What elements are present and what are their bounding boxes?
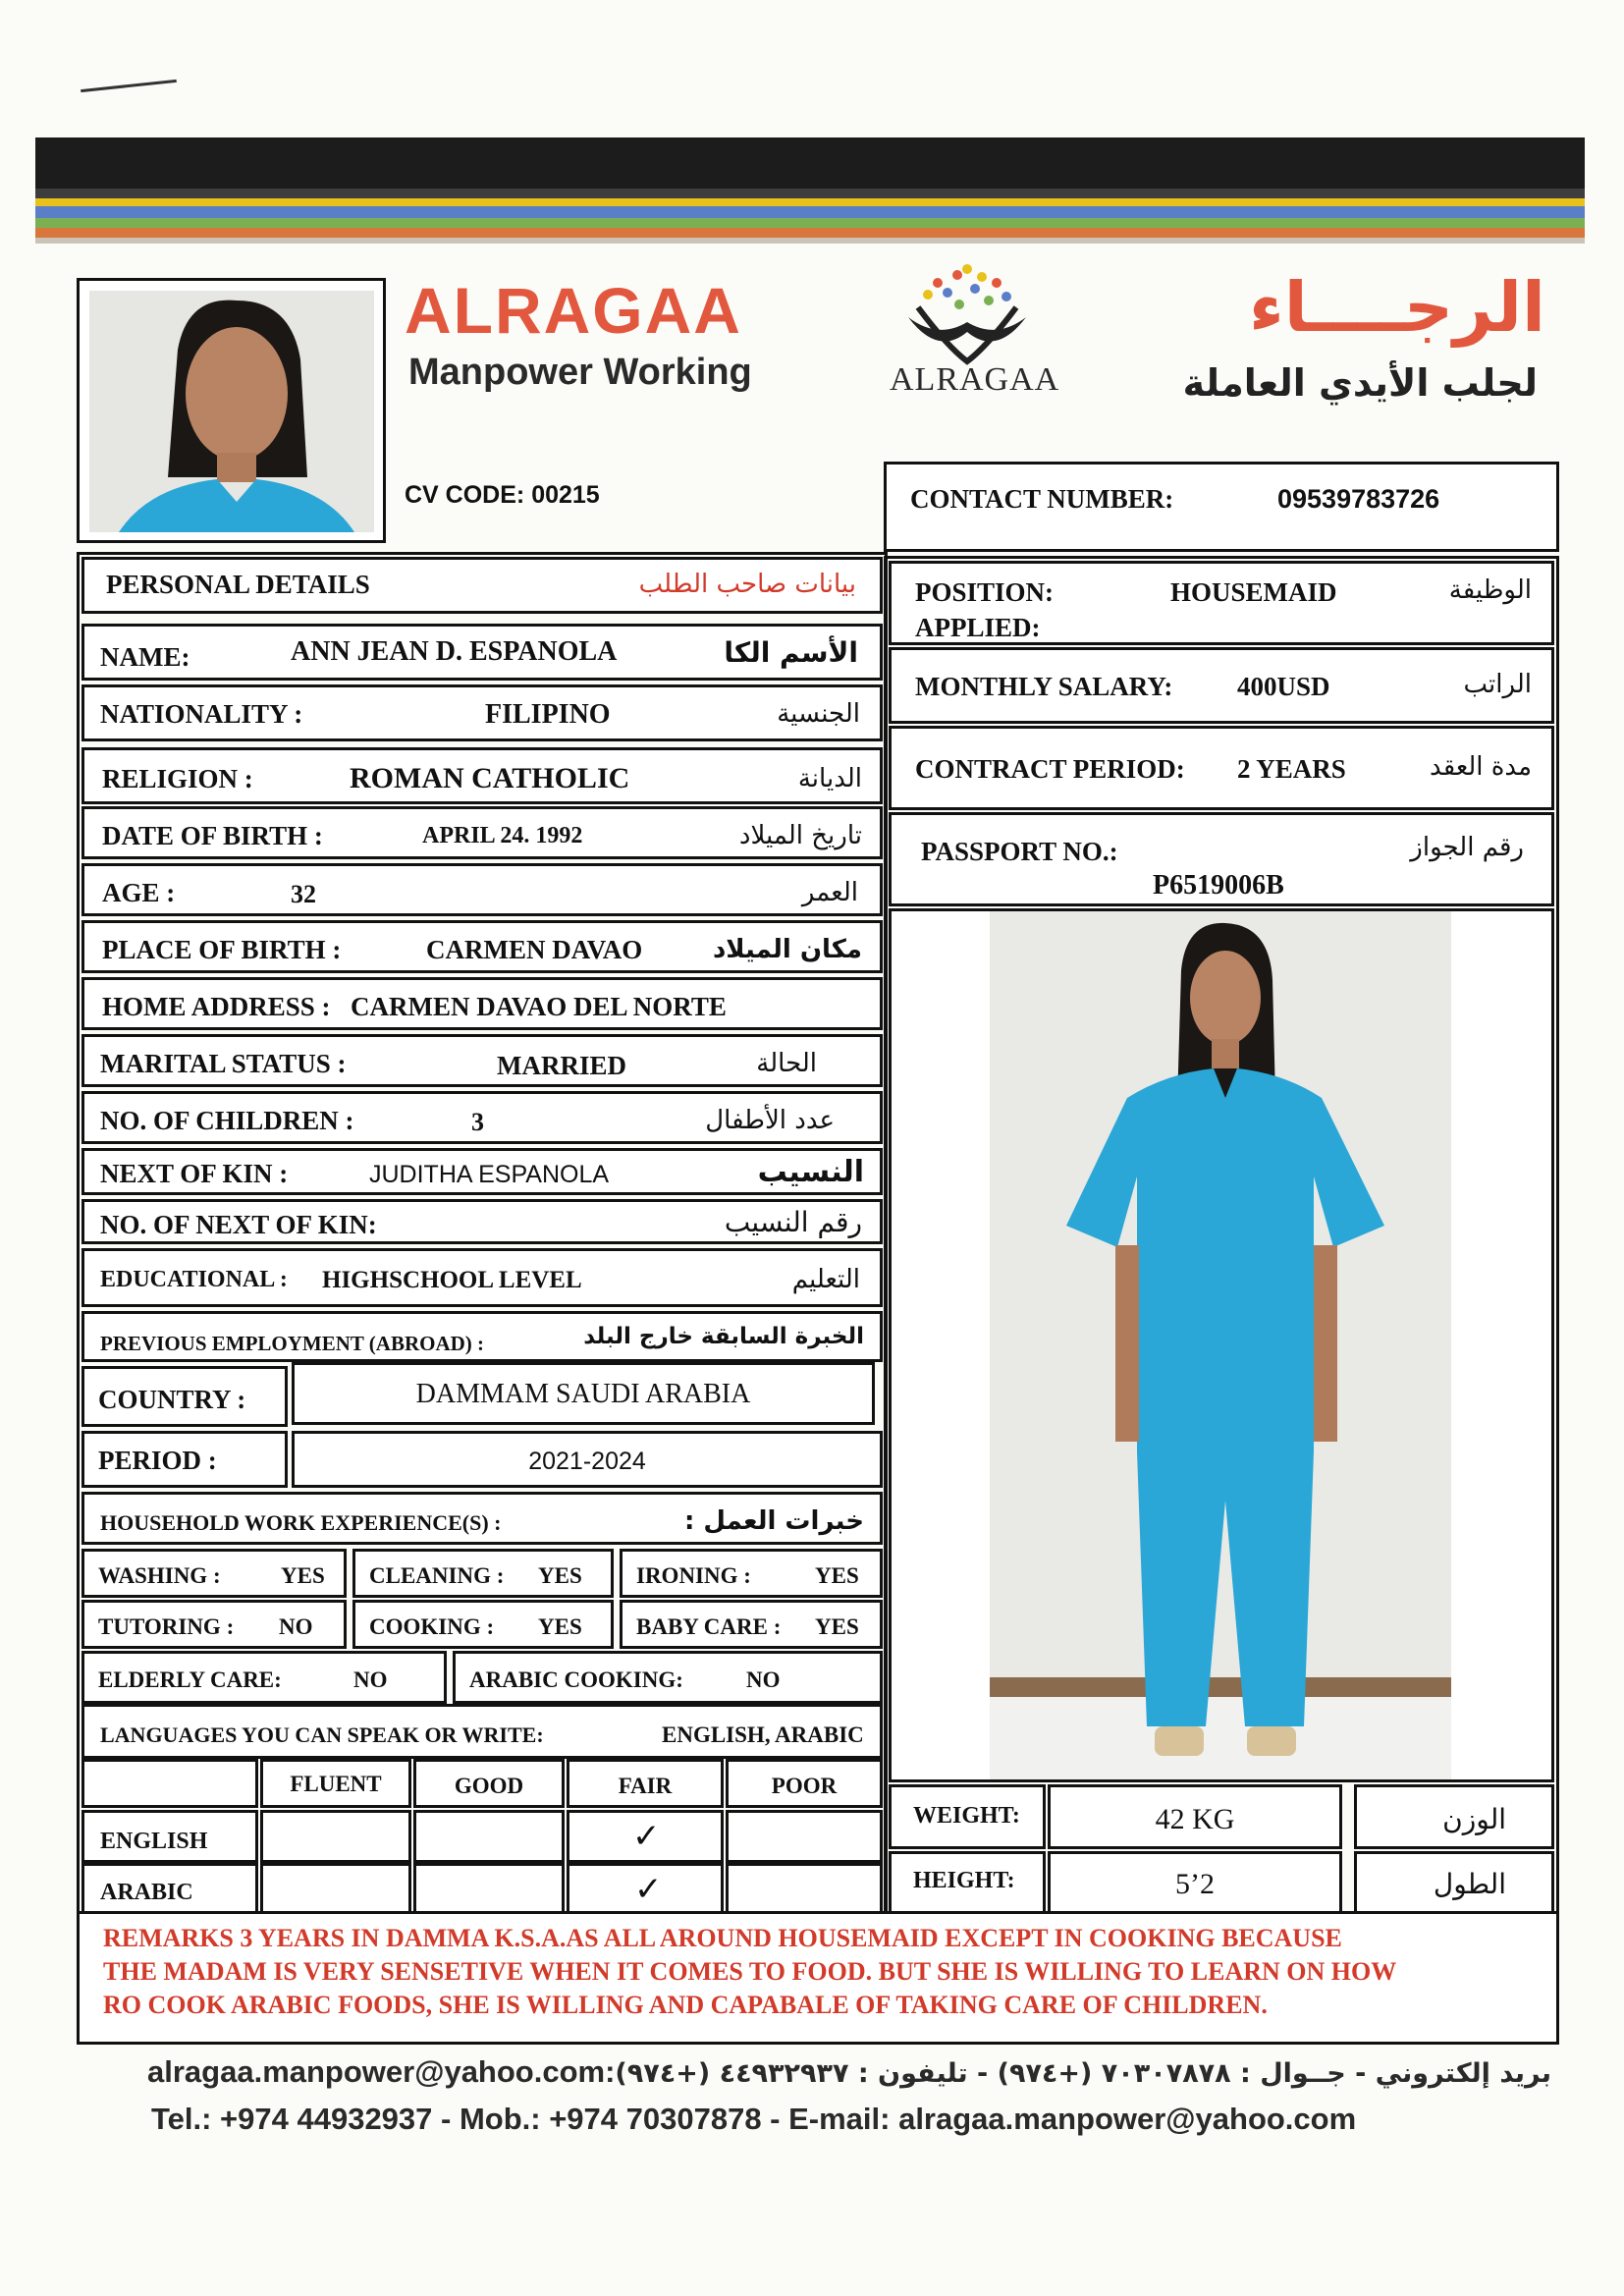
period-label: PERIOD : (98, 1446, 217, 1475)
remarks-box (77, 1911, 1559, 2045)
country-value: DAMMAM SAUDI ARABIA (415, 1379, 751, 1409)
footer-arabic-contacts: بريد إلكتروني - جــوال : ٧٠٣٠٧٨٧٨ (+٩٧٤) - تليفون : ٤٤٩٣٢٩٣٧ (+٩٧٤) (615, 2058, 1551, 2089)
lang-row-arabic-label: ARABIC (100, 1880, 193, 1905)
tutoring-label: TUTORING : (98, 1614, 235, 1639)
lang-col-poor-label: POOR (771, 1774, 838, 1798)
cooking-cell (352, 1600, 614, 1649)
cleaning-value: YES (538, 1563, 582, 1588)
contract-value: 2 YEARS (1237, 754, 1346, 784)
religion-label-ar: الديانة (797, 764, 862, 793)
arabic-cooking-value: NO (746, 1667, 781, 1692)
kin-label-ar: النسيب (757, 1155, 864, 1189)
arabic-fair-cell (567, 1863, 724, 1916)
ironing-label: IRONING : (636, 1563, 751, 1588)
experience-title-ar: خبرات العمل : (683, 1506, 864, 1536)
nationality-row (81, 684, 883, 741)
marital-label: MARITAL STATUS : (100, 1049, 347, 1078)
height-ar-cell (1354, 1851, 1554, 1916)
arabic-fair-check-icon: ✓ (634, 1870, 663, 1909)
alragaa-logo-icon (889, 263, 1046, 371)
height-value: 5’2 (1175, 1868, 1215, 1900)
full-body-photo-frame (889, 908, 1554, 1782)
company-subtitle-ar: لجلب الأيدي العاملة (1182, 361, 1538, 405)
religion-label: RELIGION : (102, 764, 253, 793)
babycare-label: BABY CARE : (636, 1614, 782, 1639)
lang-col-good (413, 1759, 565, 1808)
marital-value: MARRIED (497, 1051, 626, 1080)
english-fair-cell (567, 1810, 724, 1863)
religion-value: ROMAN CATHOLIC (350, 762, 630, 794)
prev-emp-label-ar: الخبرة السابقة خارج البلد (583, 1324, 864, 1349)
arabic-fluent-cell (260, 1863, 411, 1916)
contract-label-ar: مدة العقد (1430, 752, 1532, 782)
height-value-cell (1048, 1851, 1342, 1916)
kin-value: JUDITHA ESPANOLA (369, 1161, 610, 1188)
lang-row-english-label: ENGLISH (100, 1829, 208, 1854)
contact-number-box (884, 462, 1559, 552)
weight-ar-cell (1354, 1784, 1554, 1849)
cleaning-cell (352, 1549, 614, 1598)
passport-label-ar: رقم الجواز (1410, 833, 1524, 862)
lang-col-fluent (260, 1759, 411, 1808)
weight-label: WEIGHT: (913, 1803, 1020, 1829)
nationality-value: FILIPINO (485, 699, 611, 730)
passport-row (889, 812, 1554, 906)
salary-label: MONTHLY SALARY: (915, 672, 1173, 701)
education-label: EDUCATIONAL : (100, 1267, 288, 1292)
english-fluent-cell (260, 1810, 411, 1863)
weight-label-cell (889, 1784, 1046, 1849)
religion-row (81, 747, 883, 804)
home-address-row (81, 977, 883, 1030)
footer-email: alragaa.manpower@yahoo.com: (147, 2054, 616, 2089)
logo-text: ALRAGAA (890, 361, 1060, 398)
lang-col-fluent-label: FLUENT (290, 1772, 382, 1796)
personal-details-panel (77, 552, 888, 2035)
name-label-ar: الأسم الكا (724, 636, 858, 669)
education-label-ar: التعليم (791, 1265, 860, 1294)
dob-row (81, 806, 883, 859)
position-label: POSITION: (915, 577, 1055, 607)
age-value: 32 (291, 880, 316, 908)
cooking-label: COOKING : (369, 1614, 495, 1639)
name-value: ANN JEAN D. ESPANOLA (291, 636, 618, 667)
lang-col-fair (567, 1759, 724, 1808)
dob-label: DATE OF BIRTH : (102, 821, 323, 850)
age-row (81, 863, 883, 916)
salary-value: 400USD (1237, 672, 1330, 701)
weight-label-ar: الوزن (1442, 1803, 1506, 1835)
period-label-cell (81, 1431, 288, 1488)
age-label: AGE : (102, 878, 176, 907)
lang-col-good-label: GOOD (454, 1774, 524, 1798)
cv-code (405, 481, 600, 510)
pob-label: PLACE OF BIRTH : (102, 935, 342, 964)
children-label: NO. OF CHILDREN : (100, 1106, 354, 1135)
next-of-kin-number-row (81, 1199, 883, 1244)
lang-grid-corner (81, 1759, 258, 1808)
salary-label-ar: الراتب (1463, 670, 1532, 699)
children-value: 3 (471, 1108, 484, 1136)
footer-line-1 (147, 2054, 1551, 2090)
company-name-en: ALRAGAA (405, 274, 742, 347)
nationality-label: NATIONALITY : (100, 699, 303, 729)
weight-value: 42 KG (1155, 1803, 1235, 1835)
kin-no-label: NO. OF NEXT OF KIN: (100, 1210, 377, 1239)
education-value: HIGHSCHOOL LEVEL (322, 1267, 582, 1293)
lang-row-english (81, 1810, 258, 1863)
contract-period-row (889, 726, 1554, 810)
arabic-cooking-cell (453, 1651, 883, 1704)
position-row (889, 561, 1554, 645)
height-label: HEIGHT: (913, 1868, 1015, 1893)
pob-label-ar: مكان الميلاد (712, 935, 862, 964)
dob-value: APRIL 24. 1992 (422, 823, 583, 848)
remarks-line-3: RO COOK ARABIC FOODS, SHE IS WILLING AND CAPABALE OF TAKING CARE OF CHILDREN. (103, 1991, 1268, 2019)
period-value-cell (292, 1431, 883, 1488)
cleaning-label: CLEANING : (369, 1563, 505, 1588)
address-value: CARMEN DAVAO DEL NORTE (351, 992, 727, 1021)
languages-value: ENGLISH, ARABIC (662, 1722, 864, 1747)
name-row (81, 624, 883, 681)
salary-row (889, 647, 1554, 724)
kin-no-label-ar: رقم النسيب (724, 1206, 862, 1238)
arabic-poor-cell (726, 1863, 883, 1916)
age-label-ar: العمر (801, 878, 858, 907)
ironing-cell (620, 1549, 883, 1598)
remarks-line-1: REMARKS 3 YEARS IN DAMMA K.S.A.AS ALL AROUND HOUSEMAID EXCEPT IN COOKING BECAUSE (103, 1924, 1342, 1952)
country-label-cell (81, 1366, 288, 1427)
lang-col-fair-label: FAIR (618, 1774, 673, 1798)
washing-label: WASHING : (98, 1563, 221, 1588)
height-label-ar: الطول (1433, 1868, 1506, 1900)
arabic-good-cell (413, 1863, 565, 1916)
pen-mark (81, 80, 177, 92)
position-value: HOUSEMAID (1170, 577, 1337, 607)
english-poor-cell (726, 1810, 883, 1863)
children-row (81, 1091, 883, 1144)
pob-value: CARMEN DAVAO (426, 935, 643, 964)
lang-row-arabic (81, 1863, 258, 1916)
marital-status-row (81, 1034, 883, 1087)
dob-label-ar: تاريخ الميلاد (738, 821, 862, 850)
portrait-photo-frame (77, 278, 386, 543)
company-subtitle-en: Manpower Working (408, 352, 752, 393)
washing-value: YES (281, 1563, 325, 1588)
household-experience-header (81, 1492, 883, 1545)
next-of-kin-row (81, 1148, 883, 1195)
previous-employment-row (81, 1311, 883, 1362)
prev-emp-label: PREVIOUS EMPLOYMENT (ABROAD) : (100, 1332, 485, 1355)
marital-label-ar: الحالة (756, 1049, 817, 1078)
remarks-line-2: THE MADAM IS VERY SENSETIVE WHEN IT COMES TO FOOD. BUT SHE IS WILLING TO LEARN ON HOW (103, 1957, 1397, 1986)
cv-code-label: CV CODE: (405, 481, 525, 509)
place-of-birth-row (81, 920, 883, 973)
children-label-ar: عدد الأطفال (705, 1106, 835, 1135)
nationality-label-ar: الجنسية (777, 699, 860, 729)
personal-details-title-ar: بيانات صاحب الطلب (638, 570, 856, 599)
position-label-ar: الوظيفة (1448, 575, 1532, 605)
tutoring-value: NO (279, 1614, 313, 1639)
full-body-photo (990, 911, 1451, 1781)
washing-cell (81, 1549, 347, 1598)
period-value: 2021-2024 (528, 1448, 646, 1475)
elderly-label: ELDERLY CARE: (98, 1667, 282, 1692)
languages-title: LANGUAGES YOU CAN SPEAK OR WRITE: (100, 1722, 544, 1747)
address-label: HOME ADDRESS : (102, 992, 331, 1021)
passport-label: PASSPORT NO.: (921, 837, 1118, 866)
contact-label: CONTACT NUMBER: (910, 484, 1174, 514)
experience-title: HOUSEHOLD WORK EXPERIENCE(S) : (100, 1510, 502, 1535)
personal-details-header (81, 557, 883, 614)
contract-label: CONTRACT PERIOD: (915, 754, 1185, 784)
weight-value-cell (1048, 1784, 1342, 1849)
elderly-value: NO (353, 1667, 388, 1692)
english-good-cell (413, 1810, 565, 1863)
kin-label: NEXT OF KIN : (100, 1159, 289, 1188)
footer-line-2: Tel.: +974 44932937 - Mob.: +974 70307878 - E-mail: alragaa.manpower@yahoo.com (151, 2102, 1357, 2136)
personal-details-title: PERSONAL DETAILS (106, 570, 370, 599)
company-name-ar: الرجــــاء (1248, 267, 1545, 348)
name-label: NAME: (100, 642, 190, 672)
contact-value: 09539783726 (1277, 484, 1440, 514)
header-stripes (35, 137, 1585, 255)
lang-col-poor (726, 1759, 883, 1808)
arabic-cooking-label: ARABIC COOKING: (469, 1667, 683, 1692)
elderly-care-cell (81, 1651, 447, 1704)
cv-code-value: 00215 (531, 481, 600, 509)
tutoring-cell (81, 1600, 347, 1649)
english-fair-check-icon: ✓ (632, 1817, 661, 1856)
passport-value: P6519006B (1153, 870, 1284, 901)
education-row (81, 1248, 883, 1307)
ironing-value: YES (815, 1563, 859, 1588)
position-label-2: APPLIED: (915, 613, 1041, 642)
job-details-panel (884, 556, 1559, 1921)
country-value-cell (292, 1362, 875, 1425)
country-label: COUNTRY : (98, 1385, 246, 1414)
languages-header (81, 1704, 883, 1759)
height-label-cell (889, 1851, 1046, 1916)
portrait-photo (89, 291, 374, 532)
babycare-cell (620, 1600, 883, 1649)
babycare-value: YES (815, 1614, 859, 1639)
cooking-value: YES (538, 1614, 582, 1639)
